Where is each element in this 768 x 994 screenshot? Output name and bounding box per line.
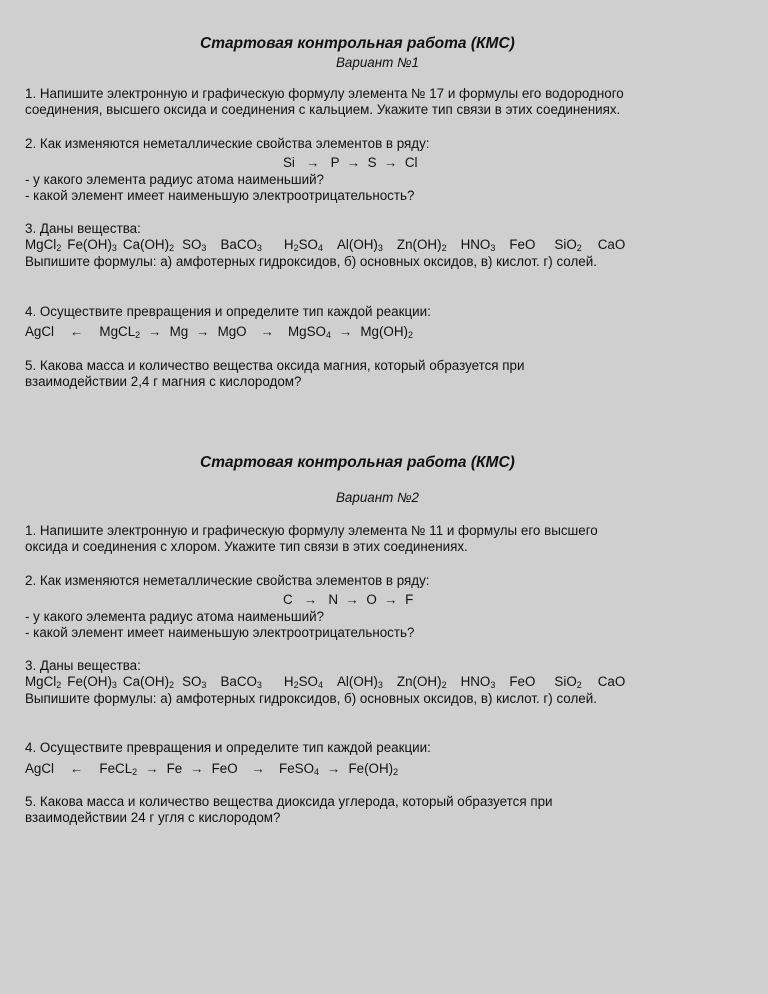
- v1-q3-line1: 3. Даны вещества:: [25, 221, 141, 236]
- v2-q2-line1: 2. Как изменяются неметаллические свойства элементов в ряду:: [25, 573, 430, 588]
- arrow-1: →: [306, 155, 320, 170]
- v2-el-3: O: [366, 592, 377, 607]
- v2-q2-line3: - какой элемент имеет наименьшую электроотрицательность?: [25, 625, 415, 640]
- arrow-3: →: [384, 155, 398, 170]
- substance-formula: $Ca(OH)_2$: [122, 237, 175, 253]
- v1-el-3: S: [367, 155, 377, 170]
- v2-variant: Вариант №2: [336, 490, 419, 505]
- chain-formula: $Fe(OH)_2$: [348, 761, 399, 777]
- v2-q5-line1: 5. Какова масса и количество вещества диоксида углерода, который образуется при: [25, 794, 553, 809]
- chain-formula: Fe: [166, 761, 183, 776]
- arrow-icon: ←: [70, 761, 84, 776]
- v1-q1-line2: соединения, высшего оксида и соединения с кальцием. Укажите тип связи в этих соединениях.: [25, 102, 621, 117]
- v1-q5-line2: взаимодействии 2,4 г магния с кислородом?: [25, 374, 302, 389]
- arrow-icon: →: [260, 324, 274, 339]
- substance-formula: BaCO$_3$: [220, 674, 262, 690]
- arrow-icon: →: [148, 324, 162, 339]
- substance-formula: $H_2SO_4$: [283, 674, 323, 690]
- arrow-icon: →: [251, 761, 266, 776]
- v2-title: Стартовая контрольная работа (КМС): [200, 454, 515, 471]
- v1-el-2: P: [330, 155, 340, 170]
- v2-el-2: N: [328, 592, 339, 607]
- v2-substances: [25, 674, 625, 690]
- v1-q2-row: [283, 155, 418, 171]
- chain-formula: MgCL$_2$: [99, 324, 141, 340]
- substance-formula: $SO_3$: [182, 674, 207, 690]
- chain-formula: FeO: [211, 761, 238, 776]
- v1-q2-line1: 2. Как изменяются неметаллические свойства элементов в ряду:: [25, 136, 430, 151]
- v2-q3-line1: 3. Даны вещества:: [25, 658, 141, 673]
- v2-q1-line2: оксида и соединения с хлором. Укажите тип связи в этих соединениях.: [25, 539, 468, 554]
- v2-chain: [25, 761, 398, 777]
- substance-formula: $HNO_3$: [460, 237, 496, 253]
- chain-formula: $Mg(OH)_2$: [360, 324, 413, 340]
- substance-formula: $Al(OH)_3$: [336, 674, 383, 690]
- substance-formula: CaO: [597, 237, 626, 252]
- chain-formula: FeCL$_2$: [99, 761, 138, 777]
- substance-formula: $Zn(OH)_2$: [396, 237, 447, 253]
- v1-title: Стартовая контрольная работа (КМС): [200, 35, 515, 52]
- v2-q1-line1: 1. Напишите электронную и графическую формулу элемента № 11 и формулы его высшего: [25, 523, 598, 538]
- v1-q4-line1: 4. Осуществите превращения и определите тип каждой реакции:: [25, 304, 431, 319]
- substance-formula: FeO: [509, 674, 536, 689]
- v1-el-1: Si: [283, 155, 295, 170]
- v1-el-4: Cl: [404, 155, 418, 170]
- arrow-icon: ←: [70, 324, 84, 339]
- v1-variant: Вариант №1: [336, 55, 419, 70]
- v2-q2-line2: - у какого элемента радиус атома наименьший?: [25, 609, 325, 624]
- arrow-icon: →: [338, 324, 353, 339]
- substance-formula: FeO: [509, 237, 536, 252]
- v1-q1-line1: 1. Напишите электронную и графическую формулу элемента № 17 и формулы его водородного: [25, 86, 624, 101]
- v2-el-4: F: [405, 592, 414, 607]
- v2-q5-line2: взаимодействии 24 г угля с кислородом?: [25, 810, 281, 825]
- chain-formula: AgCl: [25, 761, 55, 776]
- v1-q3-line3: Выпишите формулы: а) амфотерных гидроксидов, б) основных оксидов, в) кислот. г) солей.: [25, 254, 597, 269]
- arrow-1: →: [303, 592, 318, 607]
- substance-formula: SiO$_2$: [554, 237, 582, 253]
- v1-q2-line2: - у какого элемента радиус атома наименьший?: [25, 172, 325, 187]
- v1-q2-line3: - какой элемент имеет наименьшую электроотрицательность?: [25, 188, 415, 203]
- substance-formula: $HNO_3$: [460, 674, 496, 690]
- substance-formula: $Al(OH)_3$: [336, 237, 383, 253]
- arrow-icon: →: [145, 761, 159, 776]
- substance-formula: $SO_3$: [182, 237, 207, 253]
- arrow-2: →: [346, 155, 361, 170]
- substance-formula: MgCl$_2$: [25, 237, 62, 253]
- substance-formula: MgCl$_2$: [25, 674, 62, 690]
- v2-q3-line3: Выпишите формулы: а) амфотерных гидроксидов, б) основных оксидов, в) кислот. г) солей.: [25, 691, 597, 706]
- chain-formula: MgSO$_4$: [287, 324, 331, 340]
- v1-substances: [25, 237, 625, 253]
- v2-el-1: C: [283, 592, 293, 607]
- chain-formula: Mg: [169, 324, 189, 339]
- v2-q2-row: [283, 592, 413, 608]
- substance-formula: CaO: [597, 674, 626, 689]
- substance-formula: $Ca(OH)_2$: [122, 674, 175, 690]
- substance-formula: $H_2SO_4$: [283, 237, 323, 253]
- chain-formula: FeSO$_4$: [279, 761, 320, 777]
- substance-formula: $Fe(OH)_3$: [67, 674, 117, 690]
- substance-formula: SiO$_2$: [554, 674, 582, 690]
- v1-chain: [25, 324, 413, 340]
- arrow-icon: →: [327, 761, 341, 776]
- arrow-2: →: [345, 592, 359, 607]
- arrow-icon: →: [196, 324, 210, 339]
- chain-formula: MgO: [217, 324, 247, 339]
- substance-formula: $Fe(OH)_3$: [67, 237, 117, 253]
- substance-formula: BaCO$_3$: [220, 237, 262, 253]
- substance-formula: $Zn(OH)_2$: [396, 674, 447, 690]
- chain-formula: AgCl: [25, 324, 55, 339]
- v1-q5-line1: 5. Какова масса и количество вещества оксида магния, который образуется при: [25, 358, 525, 373]
- v2-q4-line1: 4. Осуществите превращения и определите тип каждой реакции:: [25, 740, 431, 755]
- arrow-icon: →: [190, 761, 204, 776]
- arrow-3: →: [384, 592, 398, 607]
